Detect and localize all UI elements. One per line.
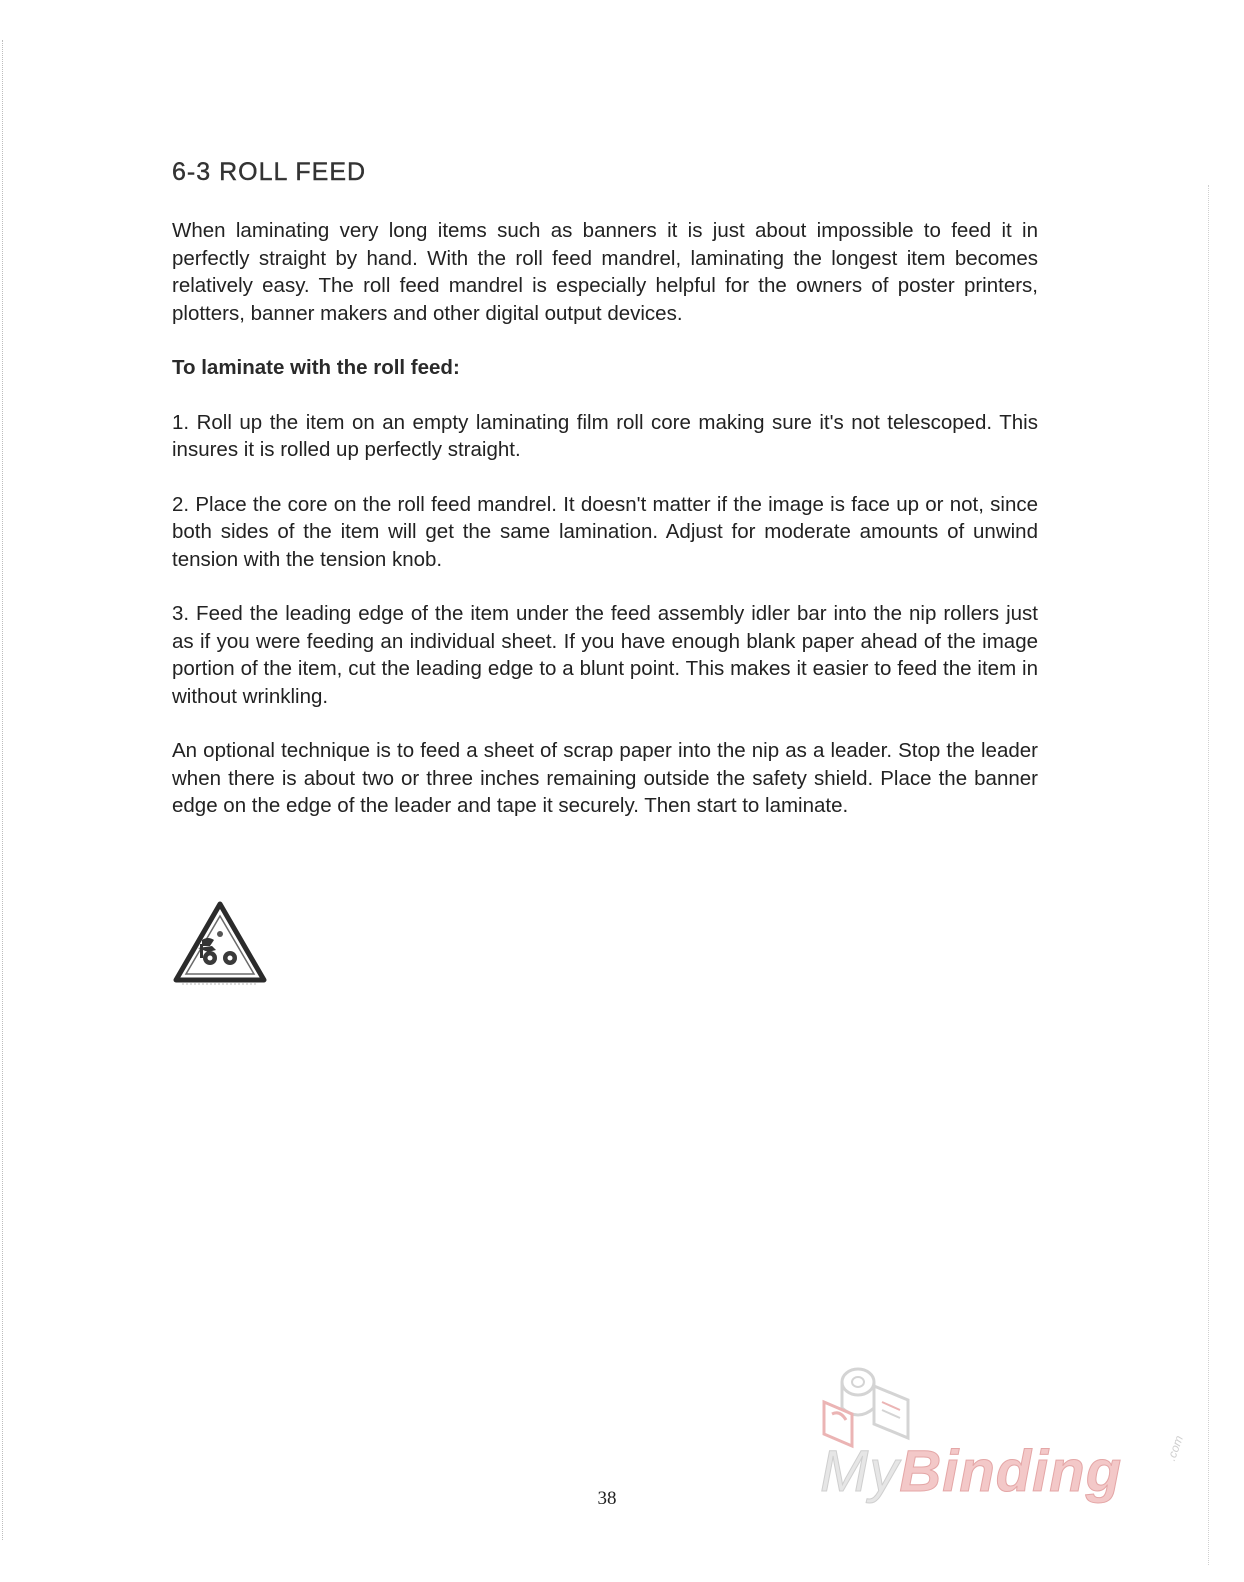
intro-paragraph: When laminating very long items such as banners it is just about impossible to feed it in perfectly straight by hand. With the roll feed mandrel, laminating the longest item becomes relatively easy. The roll feed mandrel is especially helpful for the owners of poster printers, plotters, banner makers and other digital output devices.: [172, 219, 1038, 325]
mybinding-wordmark: [820, 1440, 1122, 1504]
section-heading: 6-3 ROLL FEED: [172, 158, 367, 186]
scan-edge-left: [2, 40, 4, 1540]
step-1: 1. Roll up the item on an empty laminating film roll core making sure it's not telescoped. This insures it is rolled up perfectly straight.: [172, 410, 1038, 461]
wordmark-my: My: [820, 1439, 900, 1504]
document-body: [172, 217, 1038, 847]
step-2: 2. Place the core on the roll feed mandrel. It doesn't matter if the image is face up or not, since both sides of the item will get the same lamination. Adjust for moderate amounts of unwind tension with the tension knob.: [172, 492, 1038, 571]
wordmark-binding: Binding: [899, 1439, 1123, 1504]
step-3: 3. Feed the leading edge of the item under the feed assembly idler bar into the nip rollers just as if you were feeding an individual sheet. If you have enough blank paper ahead of the image portion of the item, cut the leading edge to a blunt point. This makes it easier to feed the item in without wrinkling.: [172, 602, 1038, 708]
scan-edge-right: [1208, 185, 1210, 1565]
mybinding-watermark: [812, 1362, 1202, 1522]
optional-technique-paragraph: An optional technique is to feed a sheet of scrap paper into the nip as a leader. Stop the leader when there is about two or three inches remaining outside the safety shield. Place the banner edge on the edge of the leader and tape it securely. Then start to laminate.: [172, 739, 1038, 817]
procedure-subheading: To laminate with the roll feed:: [172, 356, 460, 379]
pinch-point-warning-icon: [172, 900, 268, 986]
wordmark-suffix: .com: [1164, 1433, 1187, 1463]
page-number: 38: [597, 1488, 617, 1509]
